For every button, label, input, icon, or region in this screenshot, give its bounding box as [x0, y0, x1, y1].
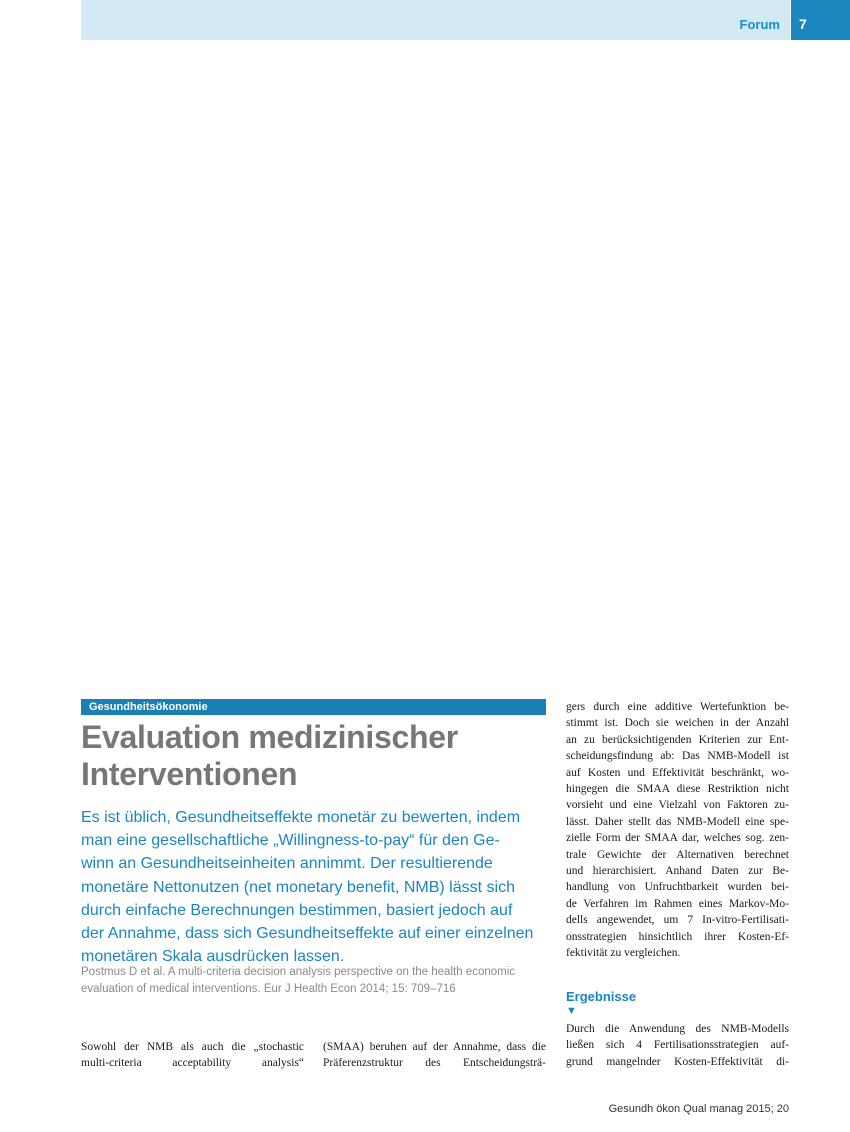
body-line: fektivität zu vergleichen.	[566, 947, 681, 960]
page-number-box	[791, 0, 850, 40]
body-line: onsstrategien hinsichtlich ihrer Kosten-Ef-	[566, 930, 789, 943]
body-line: auf Kosten und Effektivität beschränkt, wo-	[566, 766, 789, 779]
body-line: scheidungsfindung ab: Das NMB-Modell ist	[566, 750, 789, 763]
source-line: Postmus D et al. A multi-criteria decision analysis perspective on the health economic	[81, 966, 516, 978]
body-line: Präferenzstruktur des Entscheidungsträ-	[323, 1057, 546, 1070]
source-reference	[81, 964, 551, 998]
page-number: 7	[799, 16, 807, 32]
body-line: handlung von Unfruchtbarkeit wurden bei-	[566, 881, 789, 894]
body-line: hingegen die SMAA diese Restriktion nicht	[566, 783, 789, 796]
body-line: multi-criteria acceptability analysis“	[81, 1057, 304, 1070]
body-line: ließen sich 4 Fertilisationsstrategien auf-	[566, 1039, 789, 1052]
body-line: (SMAA) beruhen auf der Annahme, dass die	[323, 1041, 546, 1053]
lead-line: der Annahme, dass sich Gesundheitseffekte auf einer einzelnen	[81, 925, 534, 943]
results-text	[566, 1021, 789, 1070]
lead-line: Es ist üblich, Gesundheitseffekte monetär zu bewerten, indem	[81, 809, 521, 826]
results-heading: Ergebnisse	[566, 989, 637, 1004]
body-line: Durch die Anwendung des NMB-Modells	[566, 1023, 789, 1035]
title-line: Interventionen	[81, 756, 298, 792]
lead-line: monetären Skala ausdrücken lassen.	[81, 948, 345, 966]
body-line: stimmt ist. Doch sie weichen in der Anzahl	[566, 717, 789, 730]
body-line: dells angewendet, um 7 In-vitro-Fertilisati-	[566, 914, 789, 927]
lead-line: monetäre Nettonutzen (net monetary benefit, NMB) lässt sich	[81, 878, 515, 896]
body-line: grund mangelnder Kosten-Effektivität di-	[566, 1055, 789, 1068]
section-label: Forum	[739, 17, 780, 32]
category-label: Gesundheitsökonomie	[89, 701, 208, 713]
lead-line: winn an Gesundheitseinheiten annimmt. Der resultierende	[81, 855, 493, 873]
lead-line: man eine gesellschaftliche „Willingness-to-pay“ für den Ge-	[81, 832, 500, 850]
body-column-2	[323, 1039, 546, 1072]
lead-line: durch einfache Berechnungen bestimmen, basiert jedoch auf	[81, 901, 513, 919]
body-line: de Verfahren im Rahmen eines Markov-Mo-	[566, 897, 789, 910]
body-line: gers durch eine additive Wertefunktion be-	[566, 701, 789, 713]
article-lead	[81, 806, 551, 968]
journal-citation: Gesundh ökon Qual manag 2015; 20	[608, 1103, 789, 1115]
title-line: Evaluation medizinischer	[81, 719, 458, 755]
body-line: trale Gewichte der Alternativen berechnet	[566, 848, 789, 861]
source-line: evaluation of medical interventions. Eur J Health Econ 2014; 15: 709–716	[81, 983, 456, 995]
body-column-1	[81, 1039, 304, 1072]
body-line: lässt. Daher stellt das NMB-Modell eine spe-	[566, 815, 789, 828]
header-band	[81, 0, 790, 40]
body-line: Sowohl der NMB als auch die „stochastic	[81, 1041, 304, 1053]
article-title	[81, 719, 551, 793]
body-line: an zu berücksichtigenden Kriterien zur Ent-	[566, 733, 789, 746]
body-line: vorsieht und eine Vielzahl von Faktoren zu-	[566, 799, 789, 812]
body-column-3	[566, 699, 789, 962]
triangle-down-icon: ▼	[566, 1005, 577, 1017]
body-line: und hierarchisiert. Anhand Daten zur Be-	[566, 865, 789, 878]
category-bar	[81, 699, 546, 715]
body-line: zielle Form der SMAA dar, welches sog. zen-	[566, 832, 789, 845]
